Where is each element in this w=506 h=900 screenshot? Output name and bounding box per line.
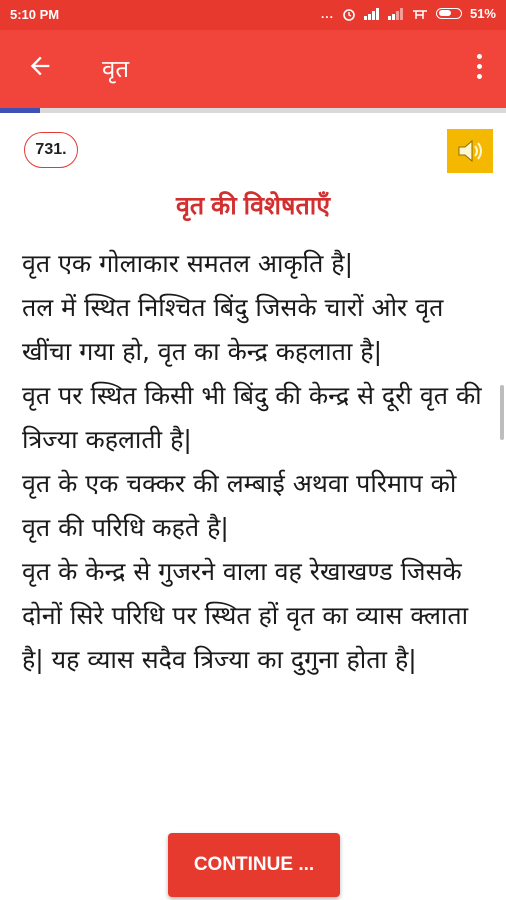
speaker-icon [455, 136, 485, 166]
paragraph: वृत एक गोलाकार समतल आकृति है| [22, 249, 354, 278]
battery-icon [436, 8, 462, 19]
continue-button[interactable]: CONTINUE ... [168, 833, 340, 897]
notification-dots: ... [320, 6, 334, 21]
content-body [22, 242, 492, 682]
hindi-keyboard-icon [412, 8, 428, 20]
progress-fill [0, 108, 40, 113]
sound-button[interactable] [447, 129, 493, 173]
signal-icon-2 [388, 8, 404, 20]
status-indicators [321, 6, 496, 21]
paragraph: तल में स्थित निश्चित बिंदु जिसके चारों ओर वृत खींचा गया हो, वृत का केन्द्र कहलाता है| [22, 293, 444, 366]
arrow-left-icon[interactable] [26, 52, 54, 80]
page-title: वृत [102, 56, 130, 83]
status-bar [0, 0, 506, 30]
app-bar [0, 30, 506, 108]
section-heading: वृत की विशेषताएँ [175, 192, 331, 220]
paragraph: वृत के एक चक्कर की लम्बाई अथवा परिमाप को वृत की परिधि कहते है| [22, 469, 457, 542]
progress-bar [0, 108, 506, 113]
battery-percent: 51% [469, 6, 496, 21]
paragraph: वृत पर स्थित किसी भी बिंदु की केन्द्र से दूरी वृत की त्रिज्या कहलाती है| [22, 381, 482, 454]
paragraph: वृत के केन्द्र से गुजरने वाला वह रेखाखण्ड जिसके दोनों सिरे परिधि पर स्थित हों वृत का व्यास क्लाता है| यह व्यास सदैव त्रिज्या का दुगुना होता है| [22, 557, 469, 674]
signal-icon [364, 8, 380, 20]
scrollbar[interactable] [500, 385, 504, 440]
status-time: 5:10 PM [10, 7, 60, 22]
alarm-icon [342, 7, 356, 21]
more-vertical-icon[interactable] [474, 54, 484, 82]
question-number-badge: 731. [24, 132, 78, 168]
